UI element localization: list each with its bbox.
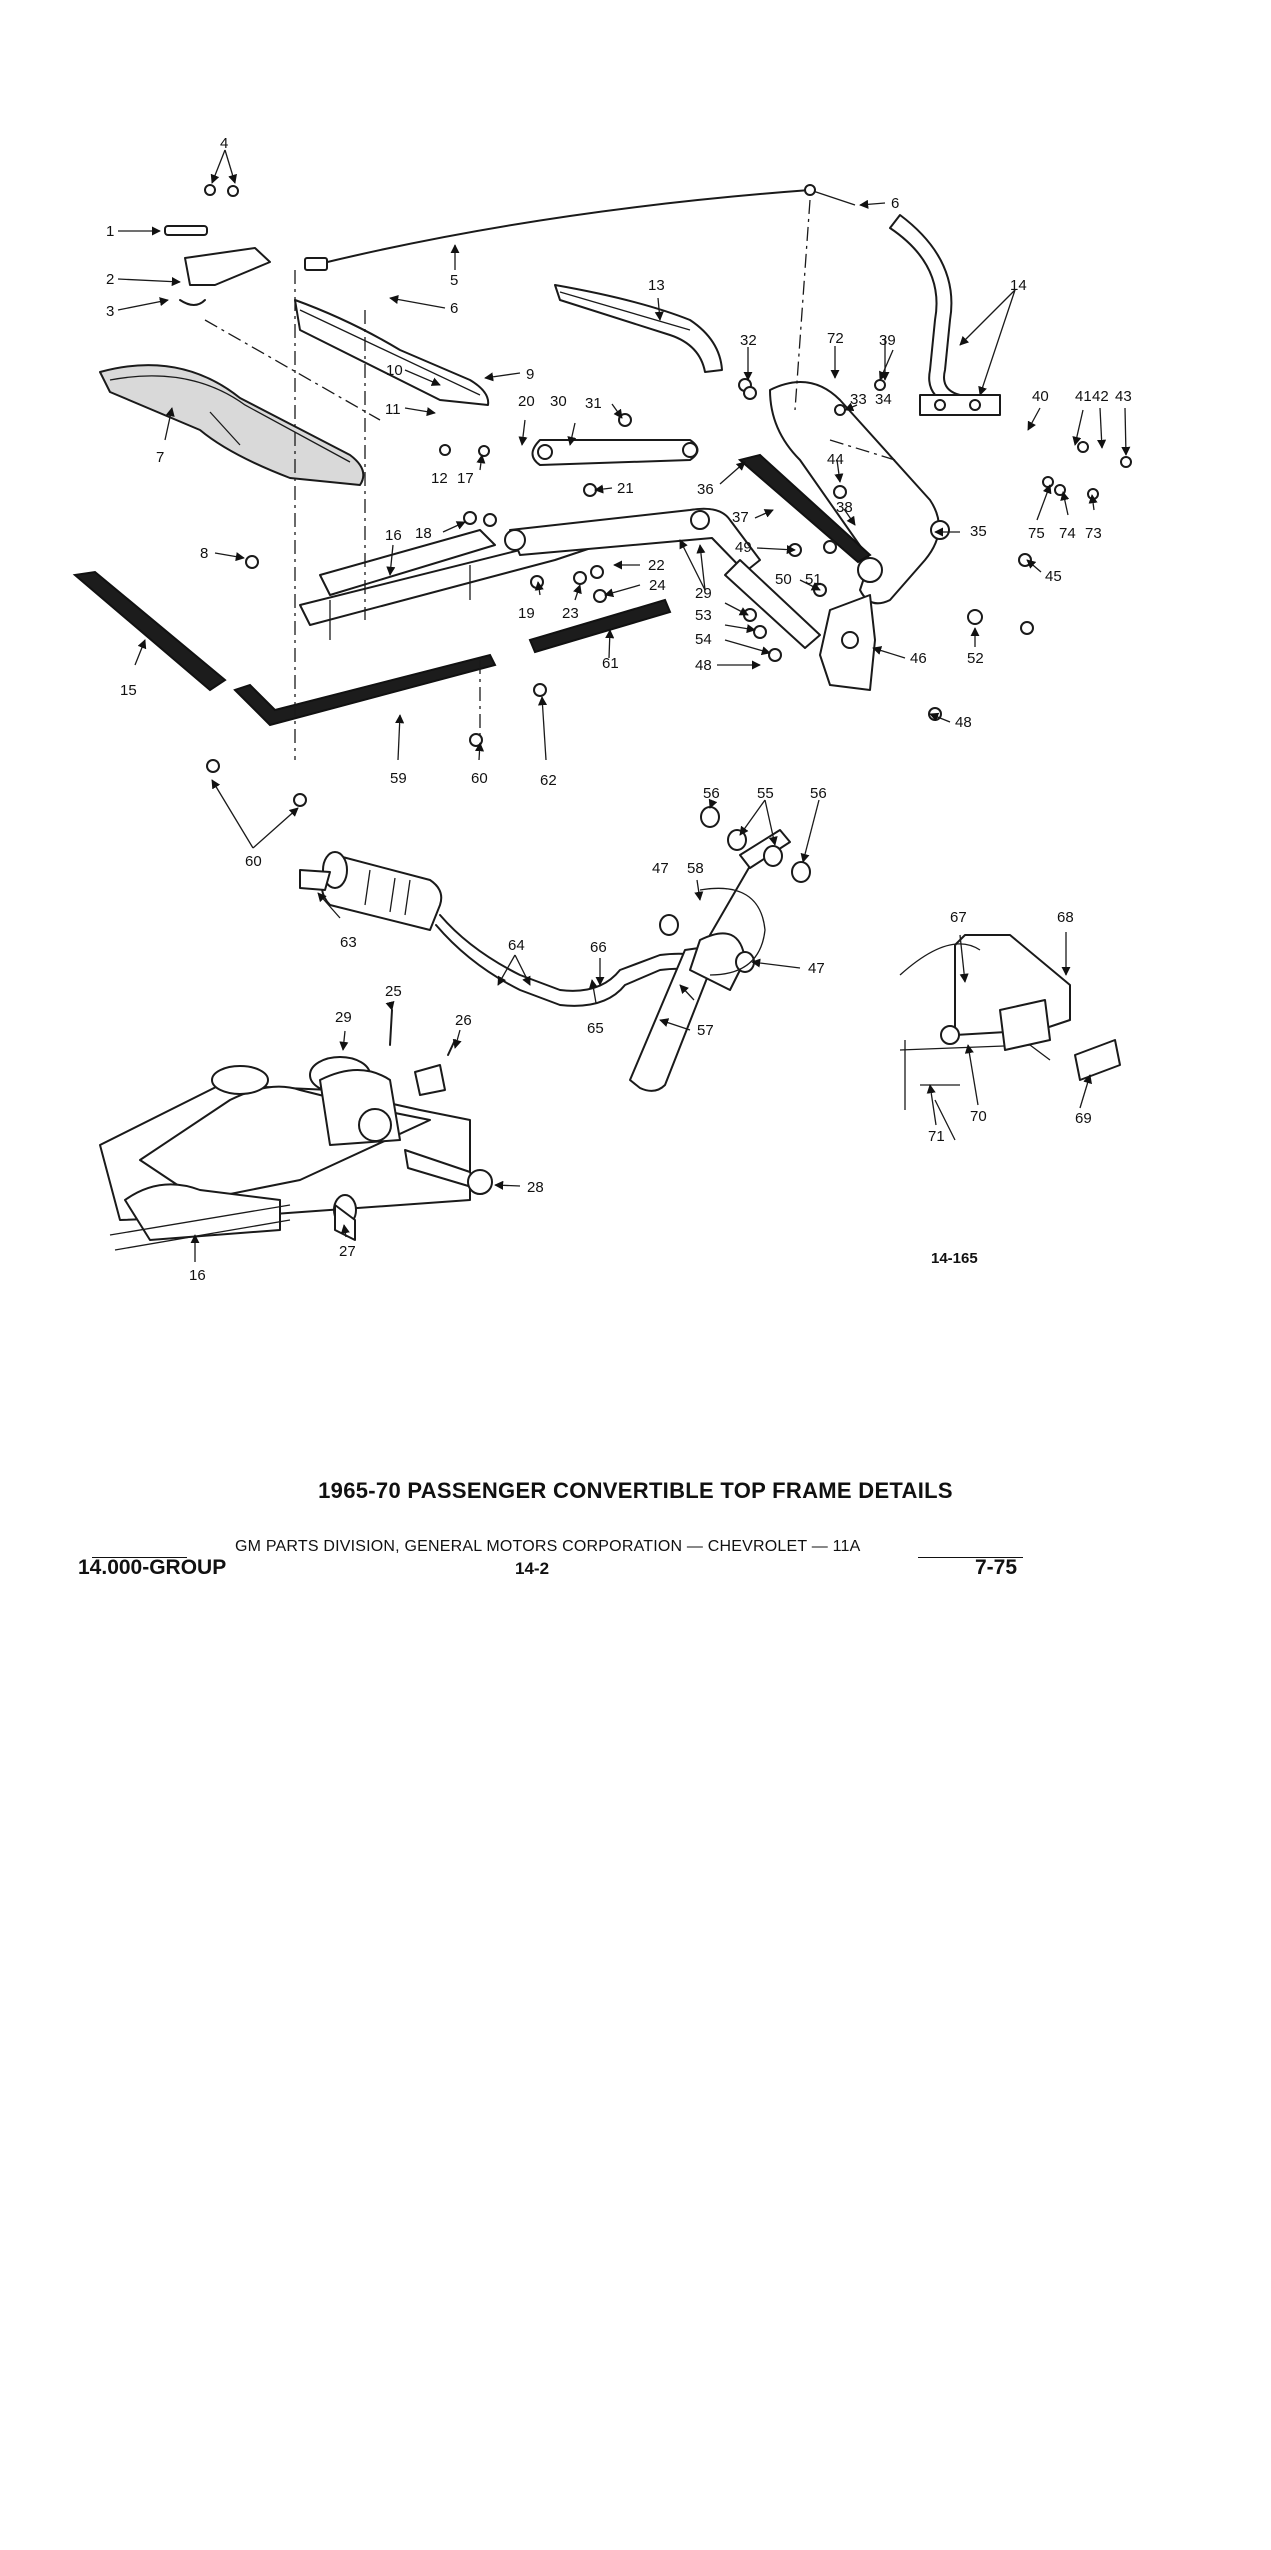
callout: 48 [955, 714, 972, 731]
callout: 64 [508, 937, 525, 954]
footer-page-number: 14-2 [515, 1559, 550, 1578]
callout: 66 [590, 939, 607, 956]
callout: 39 [879, 332, 896, 349]
callout: 12 [431, 470, 448, 487]
callout: 54 [695, 631, 712, 648]
callout: 70 [970, 1108, 987, 1125]
front-header-bow [100, 365, 363, 485]
callout: 65 [587, 1020, 604, 1037]
callout: 13 [648, 277, 665, 294]
callout: 23 [562, 605, 579, 622]
callout: 6 [450, 300, 459, 317]
callout: 16 [189, 1267, 206, 1284]
callout: 48 [695, 657, 712, 674]
callout: 44 [827, 451, 844, 468]
callout: 9 [526, 366, 535, 383]
callout: 73 [1085, 525, 1102, 542]
callout: 21 [617, 480, 634, 497]
figure-code: 14-165 [931, 1250, 978, 1267]
callout: 47 [808, 960, 825, 977]
callout: 29 [695, 585, 712, 602]
callout: 31 [585, 395, 602, 412]
callout: 68 [1057, 909, 1074, 926]
callout: 72 [827, 330, 844, 347]
callout: 8 [200, 545, 209, 562]
callout: 14 [1010, 277, 1027, 294]
callout: 17 [457, 470, 474, 487]
callout: 52 [967, 650, 984, 667]
footer-group: 14.000-GROUP [78, 1556, 227, 1579]
callout: 36 [697, 481, 714, 498]
callout: 38 [836, 499, 853, 516]
cable [315, 190, 810, 265]
footer-date: 7-75 [975, 1556, 1018, 1579]
callout: 43 [1115, 388, 1132, 405]
callout: 27 [339, 1243, 356, 1260]
callout: 75 [1028, 525, 1045, 542]
callout: 51 [805, 571, 822, 588]
callout: 57 [697, 1022, 714, 1039]
top-frame-assembly [75, 185, 1131, 806]
page-title: 1965-70 PASSENGER CONVERTIBLE TOP FRAME DETAILS [318, 1478, 953, 1503]
callout: 49 [735, 539, 752, 556]
callout: 50 [775, 571, 792, 588]
callout: 30 [550, 393, 567, 410]
callout: 2 [106, 271, 115, 288]
callout: 33 [850, 391, 867, 408]
callout: 56 [810, 785, 827, 802]
callout: 74 [1059, 525, 1076, 542]
callout: 29 [335, 1009, 352, 1026]
callout: 5 [450, 272, 459, 289]
hydraulic-system [300, 807, 810, 1091]
callout: 58 [687, 860, 704, 877]
callout: 35 [970, 523, 987, 540]
callout: 60 [245, 853, 262, 870]
callout: 46 [910, 650, 927, 667]
callout: 69 [1075, 1110, 1092, 1127]
callout: 56 [703, 785, 720, 802]
detail-view-pivot [100, 1010, 492, 1250]
callout: 15 [120, 682, 137, 699]
callout: 32 [740, 332, 757, 349]
callout: 26 [455, 1012, 472, 1029]
callout: 6 [891, 195, 900, 212]
callout: 34 [875, 391, 892, 408]
weatherstrip-side-rail [75, 572, 225, 690]
fasteners [205, 185, 1131, 806]
callout: 25 [385, 983, 402, 1000]
callout: 10 [386, 362, 403, 379]
callout: 40 [1032, 388, 1049, 405]
callout: 41 [1075, 388, 1092, 405]
callout: 4 [220, 135, 229, 152]
callout: 28 [527, 1179, 544, 1196]
callout: 71 [928, 1128, 945, 1145]
callout: 18 [415, 525, 432, 542]
callout: 3 [106, 303, 115, 320]
callout: 24 [649, 577, 666, 594]
callout: 1 [106, 223, 115, 240]
callout: 59 [390, 770, 407, 787]
callout: 11 [385, 401, 401, 418]
callout: 67 [950, 909, 967, 926]
callout: 47 [652, 860, 669, 877]
callout: 62 [540, 772, 557, 789]
callout: 63 [340, 934, 357, 951]
callout: 16 [385, 527, 402, 544]
callout: 22 [648, 557, 665, 574]
callout: 19 [518, 605, 535, 622]
callout: 61 [602, 655, 619, 672]
callout: 45 [1045, 568, 1062, 585]
callout: 60 [471, 770, 488, 787]
callout: 53 [695, 607, 712, 624]
callout: 37 [732, 509, 749, 526]
callout: 42 [1092, 388, 1109, 405]
callout: 20 [518, 393, 535, 410]
footer-corporation: GM PARTS DIVISION, GENERAL MOTORS CORPORATION — CHEVROLET — 11A [235, 1538, 861, 1555]
callout: 55 [757, 785, 774, 802]
callout: 7 [156, 449, 165, 466]
